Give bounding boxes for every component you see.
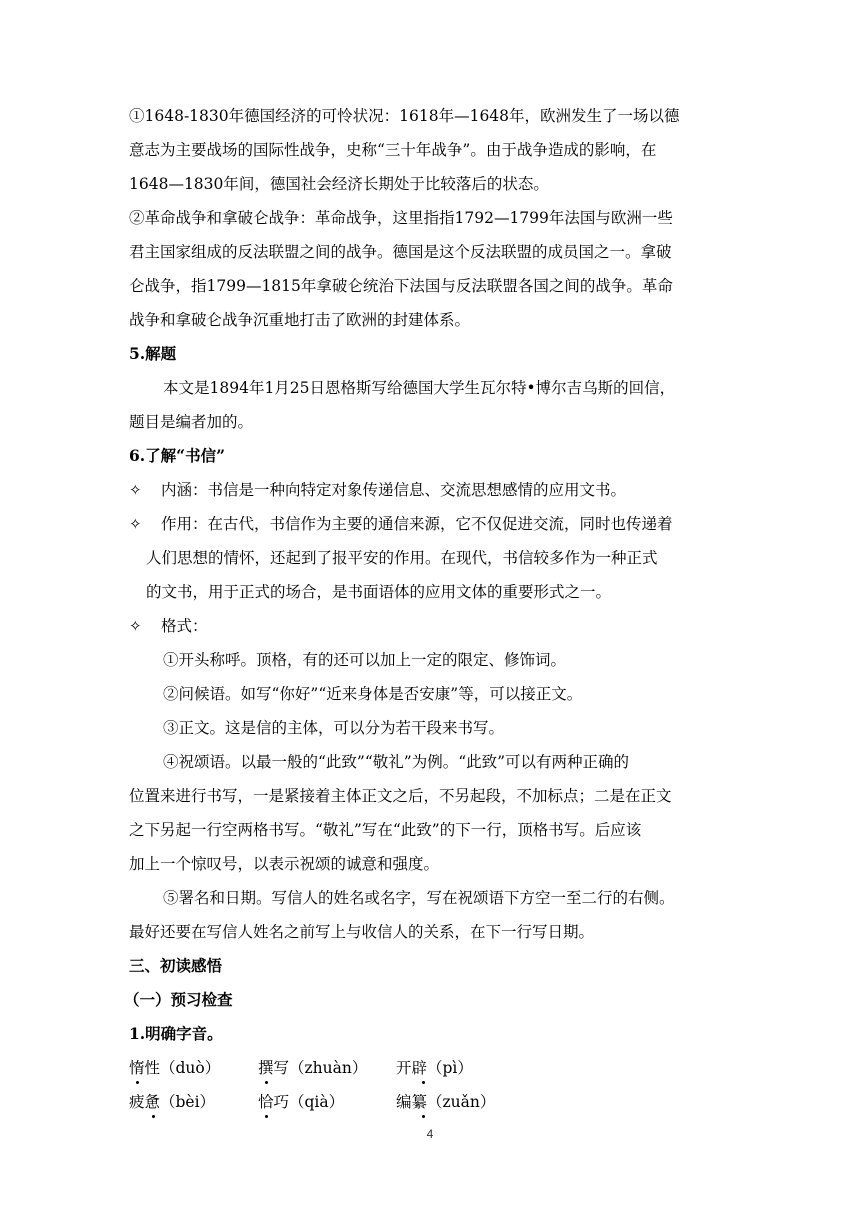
- emphasis-dot: [422, 1115, 425, 1118]
- bullet-3-text: 格式：: [161, 617, 208, 635]
- format-item-5-line-2: 最好还要在写信人姓名之前写上与收信人的关系，在下一行写日期。: [129, 923, 595, 941]
- format-item-2: ②问候语。如写“你好”“近来身体是否安康”等，可以接正文。: [163, 685, 583, 703]
- emphasis-dot: [422, 1081, 425, 1084]
- bullet-2-text-1: 作用：在古代，书信作为主要的通信来源，它不仅促进交流，同时也传递着: [161, 515, 673, 533]
- emphasis-dot: [136, 1081, 139, 1084]
- pinyin-word: 疲惫（bèi）: [129, 1093, 216, 1111]
- format-item-1: ①开头称呼。顶格，有的还可以加上一定的限定、修饰词。: [163, 651, 567, 669]
- pinyin-word: 恰巧（qià）: [258, 1093, 345, 1111]
- diamond-bullet-icon: ✧: [129, 481, 142, 499]
- section-3-heading: 三、初读感悟: [129, 956, 223, 975]
- format-item-4-line-2: 位置来进行书写，一是紧接着主体正文之后，不另起段，不加标点；二是在正文: [129, 787, 672, 805]
- note-2-line-2: 君主国家组成的反法联盟之间的战争。德国是这个反法联盟的成员国之一。拿破: [129, 243, 672, 261]
- section-5-line-2: 题目是编者加的。: [129, 413, 254, 431]
- pinyin-word: 编纂（zuǎn）: [396, 1093, 496, 1111]
- pinyin-word: 撰写（zhuàn）: [258, 1059, 368, 1077]
- section-5-line-1: 本文是1894年1月25日恩格斯写给德国大学生瓦尔特•博尔吉乌斯的回信，: [163, 379, 676, 397]
- bullet-2-line-3: 的文书，用于正式的场合，是书面语体的应用文体的重要形式之一。: [146, 583, 612, 601]
- note-2-line-4: 战争和拿破仑战争沉重地打击了欧洲的封建体系。: [129, 311, 471, 329]
- format-item-3: ③正文。这是信的主体，可以分为若干段来书写。: [163, 719, 505, 737]
- bullet-1-text: 内涵：书信是一种向特定对象传递信息、交流思想感情的应用文书。: [161, 481, 627, 499]
- emphasis-dot: [265, 1115, 268, 1118]
- note-2-line-1: ②革命战争和拿破仑战争：革命战争，这里指指1792—1799年法国与欧洲一些: [129, 209, 673, 227]
- diamond-bullet-icon: ✧: [129, 515, 142, 533]
- emphasis-dot: [265, 1081, 268, 1084]
- note-1-line-1: ①1648-1830年德国经济的可怜状况：1618年—1648年，欧洲发生了一场以德: [129, 107, 680, 125]
- section-5-heading: 5.解题: [129, 344, 177, 363]
- section-6-heading: 6.了解“书信”: [129, 446, 226, 465]
- format-item-4-line-3: 之下另起一行空两格书写。“敬礼”写在“此致”的下一行，顶格书写。后应该: [129, 821, 642, 839]
- emphasis-dot: [152, 1115, 155, 1118]
- format-item-4-line-1: ④祝颂语。以最一般的“此致”“敬礼”为例。“此致”可以有两种正确的: [163, 753, 630, 771]
- note-1-line-2: 意志为主要战场的国际性战争，史称“三十年战争”。由于战争造成的影响，在: [129, 141, 657, 159]
- note-1-line-3: 1648—1830年间，德国社会经济长期处于比较落后的状态。: [129, 175, 549, 193]
- diamond-bullet-icon: ✧: [129, 617, 142, 635]
- pinyin-word: 开辟（pì）: [396, 1059, 473, 1077]
- format-item-5-line-1: ⑤署名和日期。写信人的姓名或名字，写在祝颂语下方空一至二行的右侧。: [163, 889, 675, 907]
- item-1-heading: 1.明确字音。: [129, 1024, 223, 1043]
- note-2-line-3: 仑战争，指1799—1815年拿破仑统治下法国与反法联盟各国之间的战争。革命: [129, 277, 673, 295]
- bullet-2-line-2: 人们思想的情怀，还起到了报平安的作用。在现代，书信较多作为一种正式: [146, 549, 658, 567]
- pinyin-word: 惰性（duò）: [129, 1059, 221, 1077]
- format-item-4-line-4: 加上一个惊叹号，以表示祝颂的诚意和强度。: [129, 855, 440, 873]
- subsection-heading: （一）预习检查: [124, 990, 233, 1009]
- page-number: 4: [426, 1127, 434, 1141]
